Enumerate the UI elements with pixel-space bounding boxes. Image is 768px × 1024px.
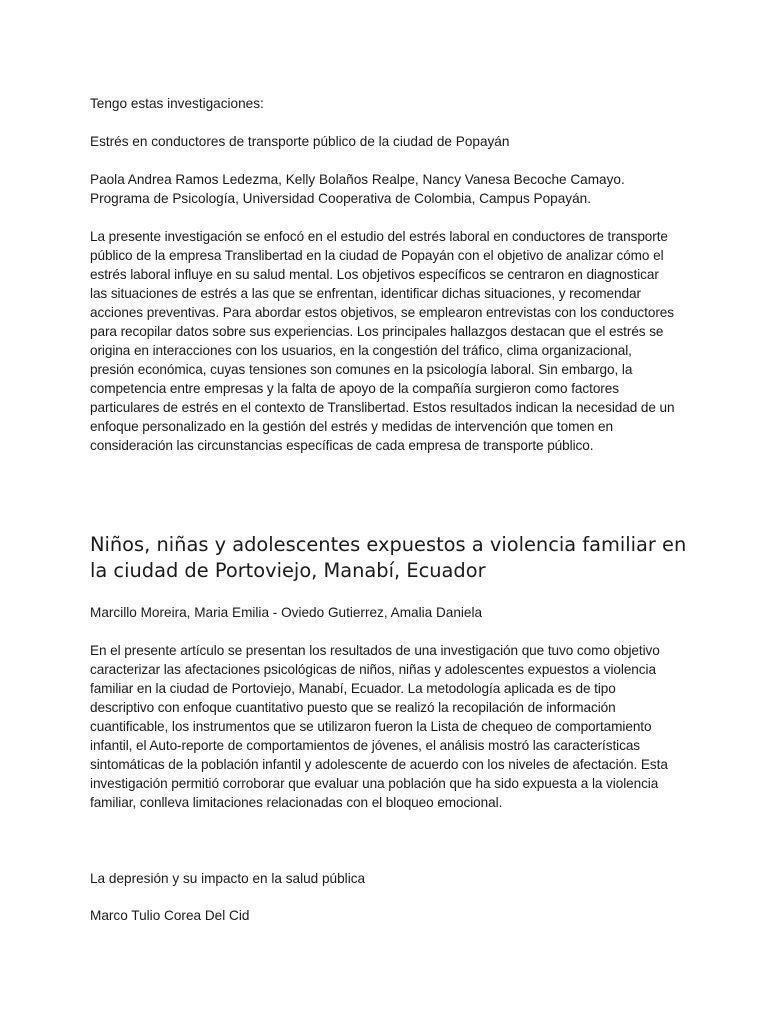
intro-text: Tengo estas investigaciones: xyxy=(90,96,264,111)
article-1-affiliation: Programa de Psicología, Universidad Cooperativa de Colombia, Campus Popayán. xyxy=(90,191,591,206)
article-2-authors: Marcillo Moreira, Maria Emilia - Oviedo Gutierrez, Amalia Daniela xyxy=(90,605,483,620)
article-1-title: Estrés en conductores de transporte público de la ciudad de Popayán xyxy=(90,134,510,149)
article-2-abstract: En el presente artículo se presentan los resultados de una investigación que tuvo como objetivo caracterizar las afectaciones psicológicas de niños, niñas y adolescentes expuestos a violencia familiar en la ciudad de Portoviejo, Manabí, Ecuador. La metodología aplicada es de tipo descriptivo con enfoque cuantitativo puesto que se realizó la recopilación de información cuantificable, los instrumentos que se utilizaron fueron la Lista de chequeo de comportamiento infantil, el Auto-reporte de comportamientos de jóvenes, el análisis mostró las características sintomáticas de la población infantil y adolescente de acuerdo con los niveles de afectación. Esta investigación permitió corroborar que evaluar una población que ha sido expuesta a la violencia familiar, conlleva limitaciones relacionadas con el bloqueo emocional. xyxy=(90,643,668,810)
article-1-authors: Paola Andrea Ramos Ledezma, Kelly Bolaños Realpe, Nancy Vanesa Becoche Camayo. xyxy=(90,172,625,187)
article-1-abstract: La presente investigación se enfocó en el estudio del estrés laboral en conductores de transporte público de la empresa Translibertad en la ciudad de Popayán con el objetivo de analizar cómo el estrés laboral influye en su salud mental. Los objetivos específicos se centraron en diagnosticar las situaciones de estrés a las que se enfrentan, identificar dichas situaciones, y recomendar acciones preventivas. Para abordar estos objetivos, se emplearon entrevistas con los conductores para recopilar datos sobre sus experiencias. Los principales hallazgos destacan que el estrés se origina en interacciones con los usuarios, en la congestión del tráfico, clima organizacional, presión económica, cuyas tensiones son comunes en la psicología laboral. Sin embargo, la competencia entre empresas y la falta de apoyo de la compañía surgieron como factores particulares de estrés en el contexto de Translibertad. Estos resultados indican la necesidad de un enfoque personalizado en la gestión del estrés y medidas de intervención que tomen en consideración las circunstancias específicas de cada empresa de transporte público. xyxy=(90,229,675,453)
article-3-title: La depresión y su impacto en la salud pública xyxy=(90,871,366,886)
article-2-title: Niños, niñas y adolescentes expuestos a violencia familiar en la ciudad de Portoviejo, Manabí, Ecuador xyxy=(90,533,687,582)
article-3-authors: Marco Tulio Corea Del Cid xyxy=(90,908,250,923)
